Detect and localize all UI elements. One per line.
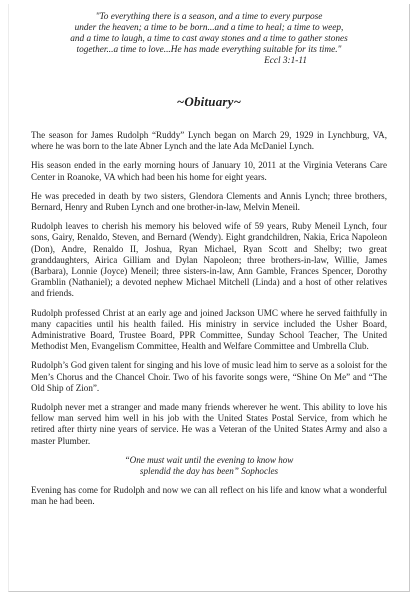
epigraph-line: under the heaven; a time to be born...and a time to heal; a time to weep, (74, 23, 344, 33)
paragraph-preceded: He was preceded in death by two sisters, Glendora Clements and Annis Lynch; three brothers, Bernard, Henry and Ruben Lynch and one brother-in-law, Melvin Meneil. (31, 190, 387, 213)
closing-quote (31, 455, 387, 477)
closing-quote-source: Sophocles (241, 465, 279, 476)
epigraph-reference: Eccl 3:1-11 (264, 56, 307, 66)
paragraph-final: Evening has come for Rudolph and now we can all reflect on his life and know what a wonderful man he had been. (31, 484, 387, 507)
closing-quote-line (31, 466, 387, 477)
paragraph-music: Rudolph’s God given talent for singing and his love of music lead him to serve as a soloist for the Men’s Chorus and the Chancel Choir. Two of his favorite songs were, “Shine On Me” and “The Old Ship of Zion”. (31, 360, 387, 393)
paragraph-faith: Rudolph professed Christ at an early age and joined Jackson UMC where he served faithfully in many capacities until his health failed. His ministry in service included the Usher Board, Administrative Board, Trustee Board, PPR Committee, Sunday School Teacher, The United Methodist Men, Evangelism Committee, Health and Welfare Committee and Umbrella Club. (31, 307, 387, 352)
epigraph-line: together...a time to love...He has made everything suitable for its time." (76, 45, 342, 55)
closing-quote-line: “One must wait until the evening to know how (124, 454, 294, 465)
paragraph-survivors: Rudolph leaves to cherish his memory his beloved wife of 59 years, Ruby Meneil Lynch, four sons, Gairy, Renaldo, Steven, and Bernard (Wendy). Eight grandchildren, Nakia, Erica Napoleon (Don), Andre, Renaldo II, Joshua, Ryan Michael, Ryan Scott and Shelby; two great granddaughters, Airica Gilliam and Dylan Napoleon; three brothers-in-law, Willie, James (Barbara), Lonnie (Joyce) Meneil; three sisters-in-law, Ann Gamble, Frances Spencer, Dorothy Gramblin (Nathaniel); a devoted nephew Michael Mitchell (Linda) and a host of other relatives and friends. (31, 221, 387, 299)
epigraph (33, 12, 385, 56)
epigraph-line: and a time to laugh, a time to cast away stones and a time to gather stones (70, 34, 348, 44)
obituary-page (8, 4, 410, 592)
paragraph-death: His season ended in the early morning hours of January 10, 2011 at the Virginia Veterans Care Center in Roanoke, VA which had been his home for eight years. (31, 160, 387, 182)
paragraph-birth: The season for James Rudolph “Ruddy” Lynch began on March 29, 1929 in Lynchburg, VA, where he was born to the late Abner Lynch and the late Ada McDaniel Lynch. (31, 130, 387, 152)
closing-quote-text: splendid the day has been” (139, 465, 239, 476)
page-title: ~Obituary~ (176, 94, 242, 109)
epigraph-line: "To everything there is a season, and a time to every purpose (95, 12, 323, 22)
paragraph-career: Rudolph never met a stranger and made many friends wherever he went. This ability to love his fellow man served him well in his job with the United States Postal Service, from which he retired after thirty nine years of service. He was a Veteran of the United States Army and also a master Plumber. (31, 402, 387, 446)
